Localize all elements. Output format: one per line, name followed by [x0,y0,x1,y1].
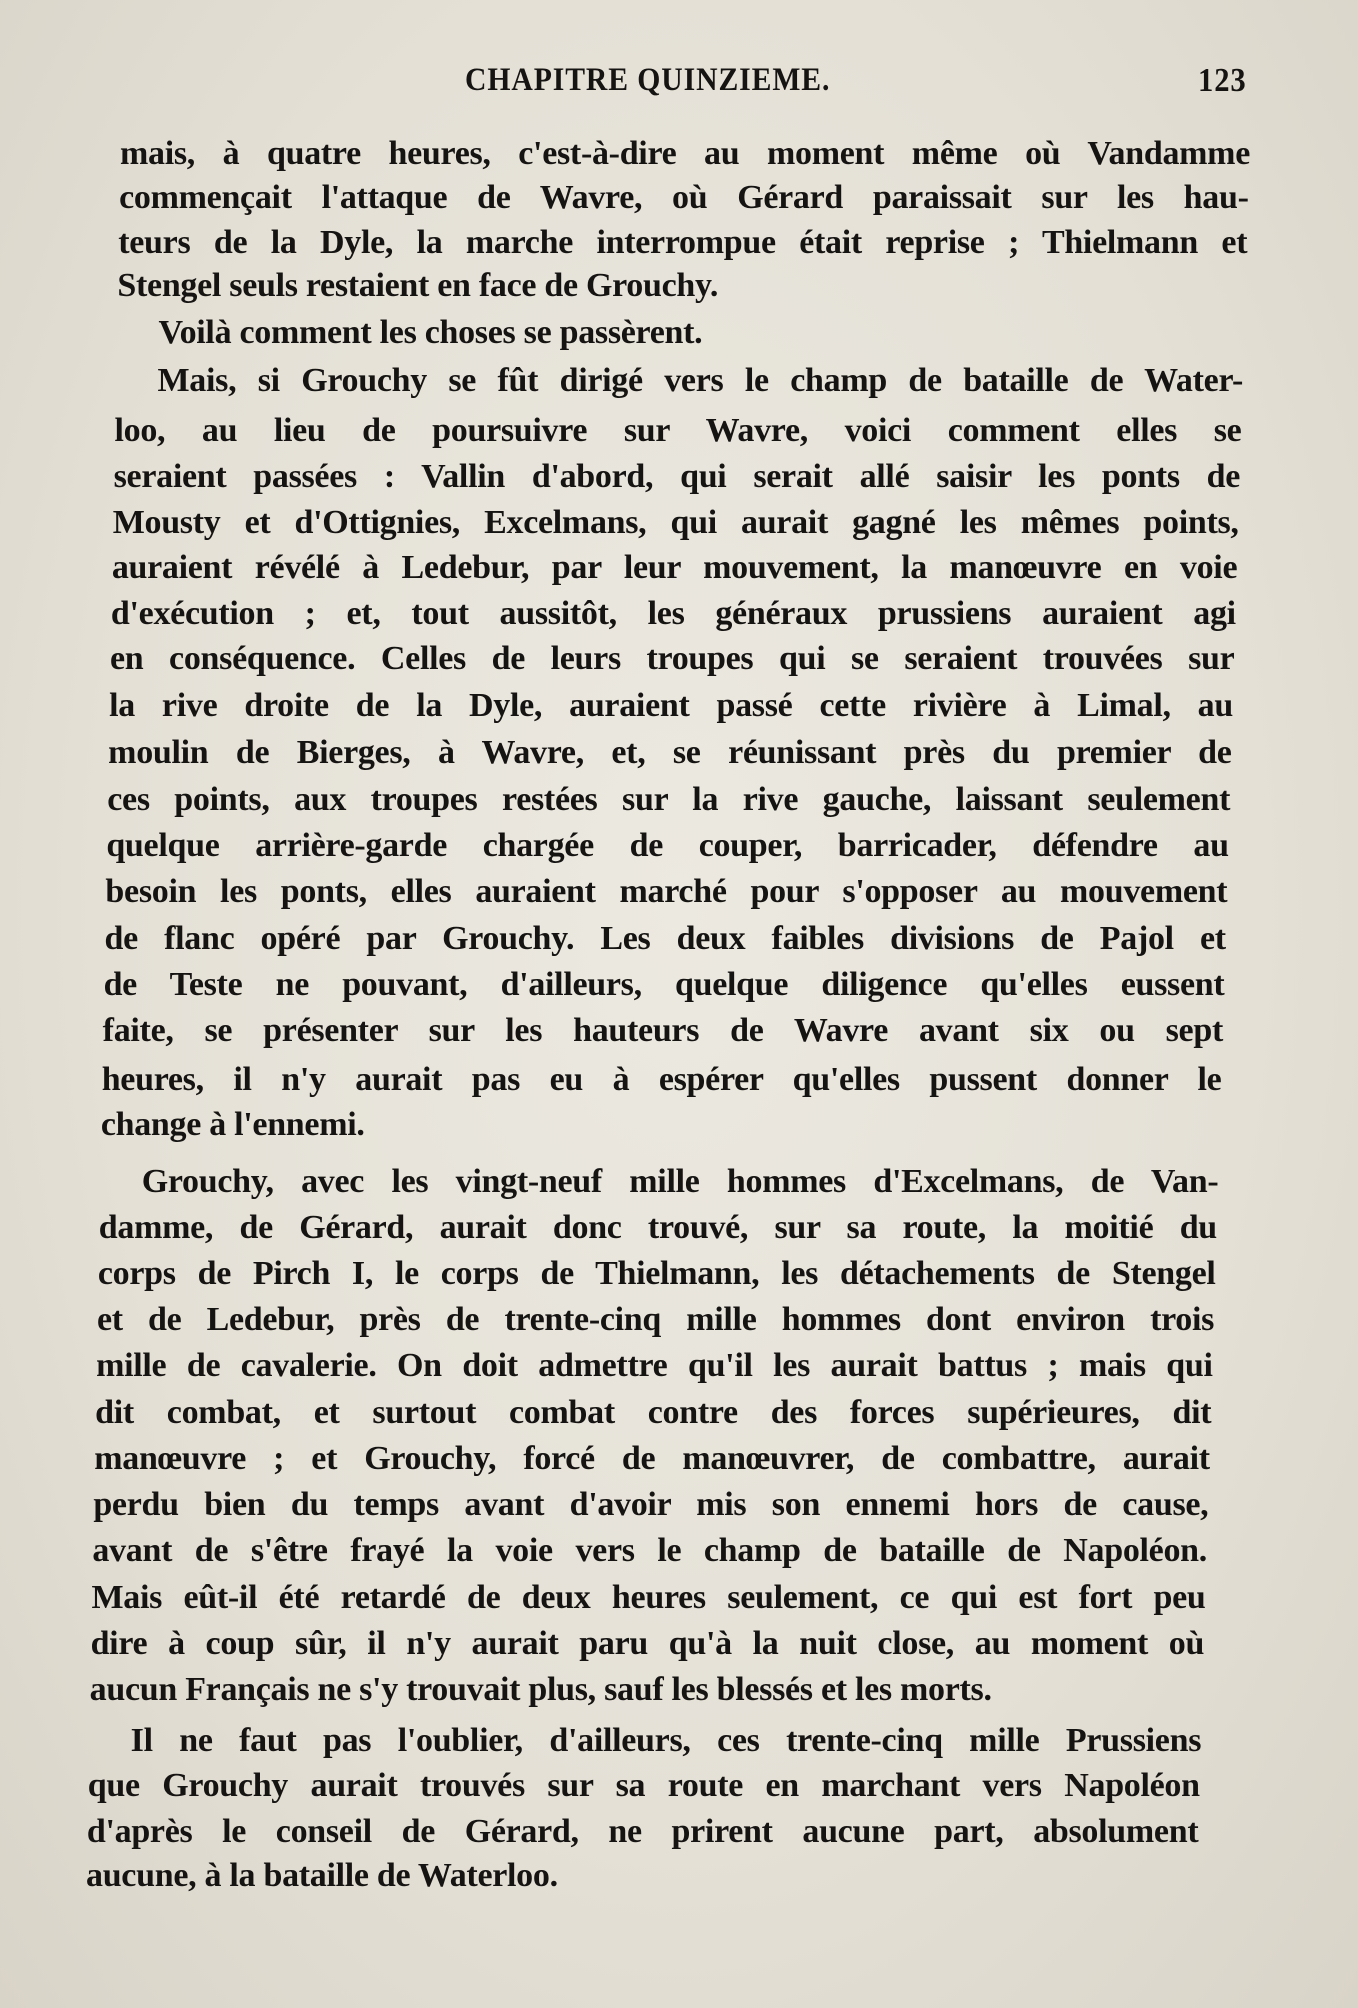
text-line: mais, à quatre heures, c'est-à-dire au moment même où Vandamme [120,135,1250,172]
text-line: avant de s'être frayé la voie vers le champ de bataille de Napoléon. [92,1532,1207,1569]
text-line: change à l'ennemi. [100,1106,365,1143]
text-line: moulin de Bierges, à Wavre, et, se réunissant près du premier de [108,734,1232,771]
text-line: damme, de Gérard, aurait donc trouvé, sur sa route, la moitié du [98,1209,1217,1246]
text-line: de Teste ne pouvant, d'ailleurs, quelque diligence qu'elles eussent [103,966,1225,1003]
text-line: Stengel seuls restaient en face de Grouchy. [117,267,719,304]
text-line: teurs de la Dyle, la marche interrompue était reprise ; Thielmann et [118,224,1248,261]
text-line: mille de cavalerie. On doit admettre qu'il les aurait battus ; mais qui [96,1347,1213,1384]
text-line: la rive droite de la Dyle, auraient passé cette rivière à Limal, au [109,687,1233,724]
text-line: heures, il n'y aurait pas eu à espérer qu'elles pussent donner le [101,1061,1222,1098]
text-line: Grouchy, avec les vingt-neuf mille hommes d'Excelmans, de Van- [141,1163,1219,1200]
text-line: Mais eût-il été retardé de deux heures seulement, ce qui est fort peu [91,1579,1206,1616]
text-line: et de Ledebur, près de trente-cinq mille hommes dont environ trois [96,1301,1215,1338]
running-header-title: CHAPITRE QUINZIEME. [465,62,831,98]
text-line: Mais, si Grouchy se fût dirigé vers le champ de bataille de Water- [157,362,1243,399]
text-line: en conséquence. Celles de leurs troupes qui se seraient trouvées sur [110,640,1235,677]
text-line: d'exécution ; et, tout aussitôt, les généraux prussiens auraient agi [110,595,1236,632]
text-line: perdu bien du temps avant d'avoir mis son ennemi hors de cause, [93,1486,1209,1523]
text-line: d'après le conseil de Gérard, ne prirent aucune part, absolument [86,1813,1199,1850]
text-line: faite, se présenter sur les hauteurs de Wavre avant six ou sept [102,1012,1223,1049]
text-line: que Grouchy aurait trouvés sur sa route en marchant vers Napoléon [87,1767,1200,1804]
text-line: seraient passées : Vallin d'abord, qui serait allé saisir les ponts de [113,458,1241,495]
page-number: 123 [1198,62,1247,99]
text-line: dire à coup sûr, il n'y aurait paru qu'à la nuit close, au moment où [90,1625,1205,1662]
text-line: besoin les ponts, elles auraient marché pour s'opposer au mouvement [105,873,1228,910]
text-line: loo, au lieu de poursuivre sur Wavre, voici comment elles se [114,412,1242,449]
text-line: aucune, à la bataille de Waterloo. [86,1857,558,1894]
text-line: corps de Pirch I, le corps de Thielmann, les détachements de Stengel [97,1255,1216,1292]
text-line: auraient révélé à Ledebur, par leur mouvement, la manœuvre en voie [111,549,1238,586]
text-line: commençait l'attaque de Wavre, où Gérard paraissait sur les hau- [119,179,1249,216]
text-line: de flanc opéré par Grouchy. Les deux faibles divisions de Pajol et [104,920,1226,957]
text-line: manœuvre ; et Grouchy, forcé de manœuvrer, de combattre, aurait [94,1440,1210,1477]
text-line: aucun Français ne s'y trouvait plus, sauf les blessés et les morts. [89,1671,992,1708]
text-line: dit combat, et surtout combat contre des forces supérieures, dit [95,1394,1212,1431]
text-line: Voilà comment les choses se passèrent. [158,314,703,351]
text-line: Mousty et d'Ottignies, Excelmans, qui aurait gagné les mêmes points, [112,504,1239,541]
text-line: ces points, aux troupes restées sur la rive gauche, laissant seulement [107,781,1231,818]
text-line: Il ne faut pas l'oublier, d'ailleurs, ces trente-cinq mille Prussiens [130,1722,1202,1759]
text-line: quelque arrière-garde chargée de couper, barricader, défendre au [106,827,1229,864]
